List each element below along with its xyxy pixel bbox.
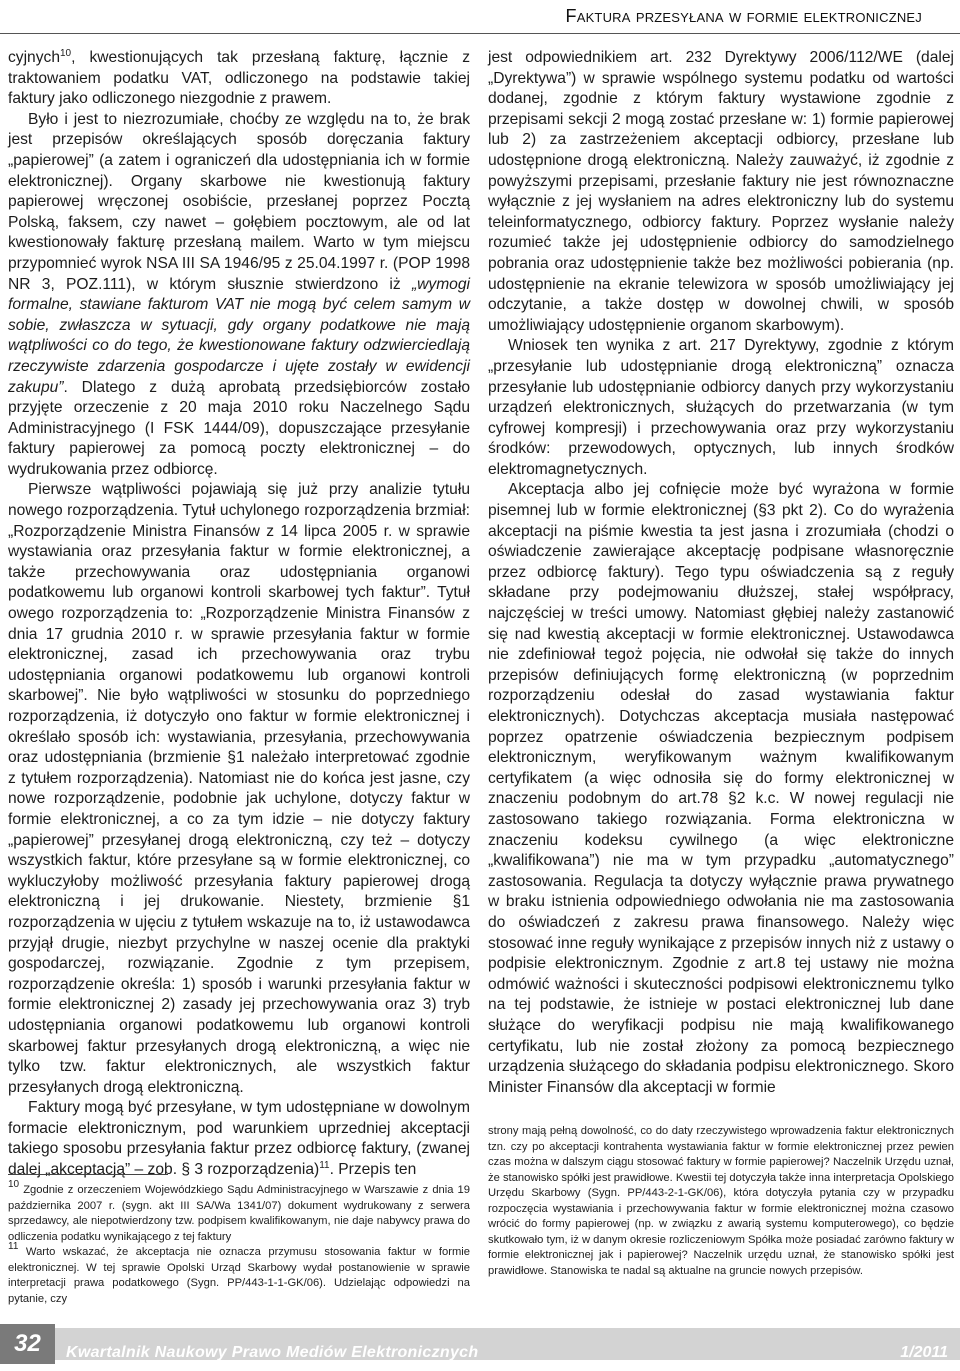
quote-italic: „wymogi formalne, stawiane fakturom VAT nie mogą być celem samym w sobie, zwłaszcza w sytuacji, gdy organy podatkowe nie mają wątpliwości co do tego, że kwestionowane faktury odzwierciedlają rzeczywiste zdarzenia gospodarcze i ujęte zostały w ewidencji zakupu” (8, 275, 470, 396)
paragraph: Akceptacja albo jej cofnięcie może być wyrażona w formie pisemnej lub w formie elektronicznej (§3 pkt 2). Co do wyrażenia akceptacji na piśmie kwestia ta jest jasna i zrozumiała (chodzi o oświadczenie zawierające akceptację podpisane własnoręcznie przez odbiorcę faktury). Tego typu oświadczenia są z reguły składane przy podejmowaniu dłuższej, stałej współpracy, najczęściej w treści umowy. Natomiast głębiej należy zastanowić się nad kwestią akceptacji w formie elektronicznej. Ustawodawca nie zdefiniował tegoż pojęcia, nie odwołał się także do innych przepisów definiujących formę elektroniczną (w poprzednim rozporządzeniu odesłał do zasad wystawiania faktur elektronicznych). Dotychczas akceptacja musiała następować poprzez opatrzenie oświadczenia bezpiecznym podpisem elektronicznym, weryfikowanym ważnym kwalifikowanym certyfikatem (a więc odnosiła się do formy elektronicznej w znaczeniu podobnym do art.78 §2 k.c. W nowej regulacji nie zastosowano takiego rozwiązania. Forma elektroniczna w znaczeniu kodeksu cywilnego (a więc elektroniczne „kwalifikowana”) nie ma w tym przypadku „automatycznego” zastosowania. Regulacja ta dotyczy wyłącznie prawa prywatnego w braku istnienia odpowiedniego odwołania nie ma zastosowania do oświadczeń z zakresu prawa finansowego. Należy więc stosować inne reguły wynikające z przepisów innych niż z ustawy o podpisie elektronicznym. Zgodnie z art.8 tej ustawy nie można odmówić ważności i skuteczności podpisowi elektronicznemu tylko na tej podstawie, że istnieje w postaci elektronicznej lub dane służące do weryfikacji podpisu nie mają kwalifikowanego certyfikatu, lub nie został złożony za pomocą bezpiecznego urządzenia służącego do składania podpisu elektronicznego. Skoro Minister Finansów dla akceptacji w formie (488, 481, 954, 1096)
page-header (0, 0, 960, 40)
left-column (8, 48, 470, 1181)
paragraph (8, 1098, 470, 1180)
right-column (488, 48, 954, 1098)
paragraph: Pierwsze wątpliwości pojawiają się już przy analizie tytułu nowego rozporządzenia. Tytuł uchylonego rozporządzenia brzmiał: „Rozporządzenie Ministra Finansów z 14 lipca 2005 r. w sprawie wystawiania oraz przesyłania faktur w formie elektronicznej, a także przechowywania oraz udostępniania organowi podatkowemu lub organowi kontroli skarbowej tych faktur”. Tytuł owego rozporządzenia to: „Rozporządzenie Ministra Finansów z dnia 17 grudnia 2010 r. w sprawie przesyłania faktur w formie elektronicznej, zasad ich przechowywania oraz trybu udostępniania organowi podatkowemu lub organowi kontroli skarbowej”. Nie było wątpliwości w stosunku do poprzedniego rozporządzenia, iż dotyczyło ono faktur w formie elektronicznej i określało sposób ich: wystawiania, przesyłania, przechowywania oraz udostępniania (brzmienie §1 należało interpretować zgodnie z tytułem rozporządzenia). Natomiast nie do końca jest jasne, czy nowe rozporządzenie, podobnie jak uchylone, dotyczy faktur w formie elektronicznej, a co za tym idzie – nie dotyczy faktury „papierowej” przesyłanej drogą elektroniczną, czy też – dotyczy wszystkich faktur, które przesyłane są w formie elektronicznej, co wykluczyłoby możliwość przesyłania faktury papierowej drogą elektroniczną i jej drukowanie. Niestety, brzmienie §1 rozporządzenia w ujęciu z tytułem wskazuje na to, iż ustawodawca przyjął drugie, niezbyt przychylne w naszej ocenie dla praktyki gospodarczej, rozwiązanie. Zgodnie z tym przepisem, rozporządzenie określa: 1) sposób i warunki przesyłania faktur w formie elektronicznej 2) zasady jej przechowywania oraz 3) tryb udostępniania organowi podatkowemu lub organowi kontroli skarbowej faktur przesyłanych drogą elektroniczną, a więc nie tylko tzw. faktur elektronicznych, ale wszystkich faktur przesyłanych drogą elektroniczną. (8, 481, 470, 1096)
footnote-ref-10: 10 (60, 48, 72, 59)
footnotes-left (8, 1174, 470, 1307)
text-run: cyjnych (8, 49, 60, 66)
footer-bar (0, 1328, 960, 1360)
paragraph: jest odpowiednikiem art. 232 Dyrektywy 2006/112/WE (dalej „Dyrektywa”) w sprawie wspólnego systemu podatku od wartości dodanej, zgodnie z którym faktury wystawione zgodnie z przepisami sekcji 2 mogą zostać przesłane w: 1) formie papierowej lub 2) za zastrzeżeniem akceptacji odbiorcy, przesłane lub udostępnione drogą elektroniczną. Należy zauważyć, iż zgodnie z powyższymi przepisami, przesłanie faktury nie jest równoznaczne wyłącznie z jej wysłaniem na adres elektroniczny lub do systemu teleinformatycznego, odbiorcy faktury. Poprzez wysłanie należy rozumieć także jej udostępnienie odbiorcy do samodzielnego pobrania oraz udostępnienie także bez możliwości pobierania (np. udostępnienie na ekranie telewizora w sposób umożliwiający jej odczytanie, a także dostęp w dowolnej chwili, w sposób umożliwiający udostępnienie organom skarbowym). (488, 49, 954, 334)
text-run: . Przepis ten (329, 1161, 417, 1179)
paragraph (8, 110, 470, 481)
footnotes-right (488, 1124, 954, 1279)
footnote-number: 10 (8, 1179, 20, 1190)
footnote-ref-11: 11 (319, 1160, 330, 1172)
issue-number: 1/2011 (900, 1344, 948, 1361)
paragraph: Wniosek ten wynika z art. 217 Dyrektywy, zgodnie z którym „przesyłanie lub udostępnianie drogą elektroniczną” oznacza przesyłanie lub udostępnianie odbiorcy danych przy wykorzystaniu urządzeń elektronicznych, służących do przetwarzania (w tym cyfrowej kompresji) i przechowywania oraz przy wykorzystaniu środków: przewodowych, optycznych, lub innych środków elektromagnetycznych. (488, 337, 954, 478)
footnote-10 (8, 1179, 470, 1245)
text-run: Było i jest to niezrozumiałe, choćby ze względu na to, że brak jest przepisów określających sposób doręczania faktury „papierowej” (a zatem i ograniczeń dla udostępniania ich w formie elektronicznej). Organy skarbowe nie kwestionują faktury papierowej wręczonej osobiście, przesłanej poprzez Pocztą Polską, faksem, czy nawet – gołębiem pocztowym, ale od lat kwestionowały fakturę przesłaną mailem. Warto w tym miejscu przypomnieć wyrok NSA III SA 1946/95 z 25.04.1997 r. (POP 1998 NR 3, POZ.111), w którym słusznie stwierdzono iż (8, 110, 470, 293)
page-footer (0, 1318, 960, 1371)
page-number-box (0, 1324, 55, 1364)
header-rule (0, 33, 960, 34)
footnote-11-continued: strony mają pełną dowolność, co do daty rzeczywistego wprowadzenia faktur elektronicznych tzn. czy po akceptacji kontrahenta wystawiania faktur w formie elektronicznej przez pewien czas można w dalszym ciągu stosować faktury w formie papierowej? Naczelnik Urzędu uznał, że stanowisko spółki jest prawidłowe. Kwestii tej dotyczyła także inna interpretacja Opolskiego Urzędu Skarbowy (Sygn. PP/443-2-1-GK/06), która dotyczyła pytania czy w przypadku rozpoczęcia wystawiania i przechowywania faktur w formie elektronicznej można czasowo wrócić do formy papierowej (np. w związku z awarią systemu komputerowego), co będzie skutkowało tym, iż w danym okresie rozliczeniowym Spółka może posiadać zarówno faktury w formie elektronicznej jak i papierowej? Naczelnik urzędu uznał, że stanowisko spółki jest prawidłowe. Stanowiska te nadal są aktualne na gruncie nowych przepisów. (488, 1125, 954, 1277)
footnote-number: 11 (8, 1241, 19, 1252)
footnote-text: Warto wskazać, że akceptacja nie oznacza przymusu stosowania faktur w formie elektronicznej. W tej sprawie Opolski Urząd Skarbowy wydał postanowienie w sprawie interpretacji prawa podatkowego (Sygn. PP/443-1-1-GK/06). Udzielając odpowiedzi na pytanie, czy (8, 1246, 471, 1305)
footnote-rule (8, 1174, 168, 1175)
footnote-text: Zgodnie z orzeczeniem Wojewódzkiego Sądu Administracyjnego w Warszawie z dnia 19 października 2007 r. (sygn. akt III SA/Wa 1341/07) dokument wydrukowany z serwera sprzedawcy, ale niepotwierdzony tzw. podpisem kwalifikowanym, nie daje nabywcy prawa do odliczenia podatku wynikającego z tej faktury (8, 1184, 470, 1243)
page-number: 32 (14, 1330, 41, 1357)
journal-name: Kwartalnik Naukowy Prawo Mediów Elektronicznych (66, 1344, 479, 1361)
paragraph (8, 48, 470, 110)
text-run: , kwestionujących tak przesłaną fakturę, łącznie z traktowaniem podatku VAT, odliczonego na podstawie takiej faktury jako odliczonego niezgodnie z prawem. (8, 49, 470, 108)
text-run: Faktury mogą być przesyłane, w tym udostępniane w dowolnym formacie elektronicznym, pod warunkiem uprzedniej akceptacji takiego sposobu przesyłania faktur przez odbiorcę faktury, (zwanej dalej „akceptacją” – zob. § 3 rozporządzenia) (8, 1099, 470, 1179)
text-run: . Dlatego z dużą aprobatą przedsiębiorców zostało przyjęte orzeczenie z 20 maja 2010 roku Naczelnego Sądu Administracyjnego (I FSK 1444/09), dopuszczające przesyłanie faktury papierowej za pomocą poczty elektronicznej – do wydrukowania przez odbiorcę. (8, 378, 470, 478)
footnote-11 (8, 1241, 471, 1307)
running-title: Faktura przesyłana w formie elektronicznej (565, 6, 922, 26)
